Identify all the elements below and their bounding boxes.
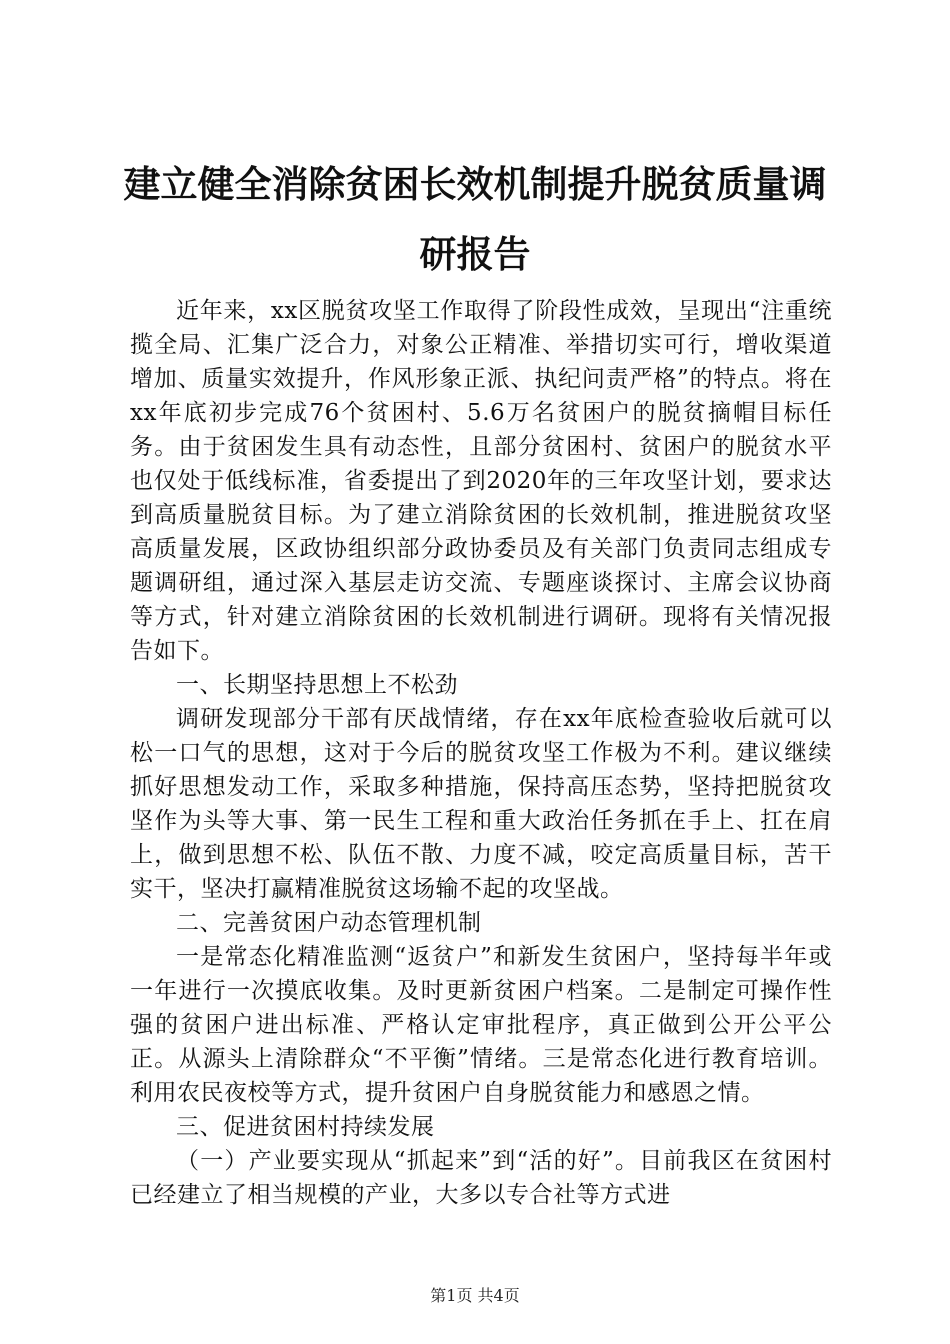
paragraph-section-1: 调研发现部分干部有厌战情绪，存在xx年底检查验收后就可以松一口气的思想，这对于今后的脱贫攻坚工作极为不利。建议继续抓好思想发动工作，采取多种措施，保持高压态势，坚持把脱贫攻坚作为头等大事、第一民生工程和重大政治任务抓在手上、扛在肩上，做到思想不松、队伍不散、力度不减，咬定高质量目标，苦干实干，坚决打赢精准脱贫这场输不起的攻坚战。 [130, 706, 832, 902]
paragraph-intro: 近年来，xx区脱贫攻坚工作取得了阶段性成效，呈现出“注重统揽全局、汇集广泛合力，对象公正精准、举措切实可行，增收渠道增加、质量实效提升，作风形象正派、执纪问责严格”的特点。将在xx年底初步完成76个贫困村、5.6万名贫困户的脱贫摘帽目标任务。由于贫困发生具有动态性，且部分贫困村、贫困户的脱贫水平也仅处于低线标准，省委提出了到2020年的三年攻坚计划，要求达到高质量脱贫目标。为了建立消除贫困的长效机制，推进脱贫攻坚高质量发展，区政协组织部分政协委员及有关部门负责同志组成专题调研组，通过深入基层走访交流、专题座谈探讨、主席会议协商等方式，针对建立消除贫困的长效机制进行调研。现将有关情况报告如下。 [130, 298, 832, 664]
paragraph-section-2: 一是常态化精准监测“返贫户”和新发生贫困户，坚持每半年或一年进行一次摸底收集。及时更新贫困户档案。二是制定可操作性强的贫困户进出标准、严格认定审批程序，真正做到公开公平公正。从源头上清除群众“不平衡”情绪。三是常态化进行教育培训。利用农民夜校等方式，提升贫困户自身脱贫能力和感恩之情。 [130, 944, 832, 1106]
section-heading-3: 三、促进贫困村持续发展 [176, 1114, 435, 1140]
document-title: 建立健全消除贫困长效机制提升脱贫质量调研报告 [123, 163, 827, 276]
section-heading-2: 二、完善贫困户动态管理机制 [176, 910, 482, 936]
page-footer: 第1页 共4页 [430, 1286, 520, 1305]
paragraph-section-3: （一）产业要实现从“抓起来”到“活的好”。目前我区在贫困村已经建立了相当规模的产业，大多以专合社等方式进 [130, 1148, 832, 1208]
document-body [130, 294, 832, 1212]
section-heading-1: 一、长期坚持思想上不松劲 [176, 672, 458, 698]
